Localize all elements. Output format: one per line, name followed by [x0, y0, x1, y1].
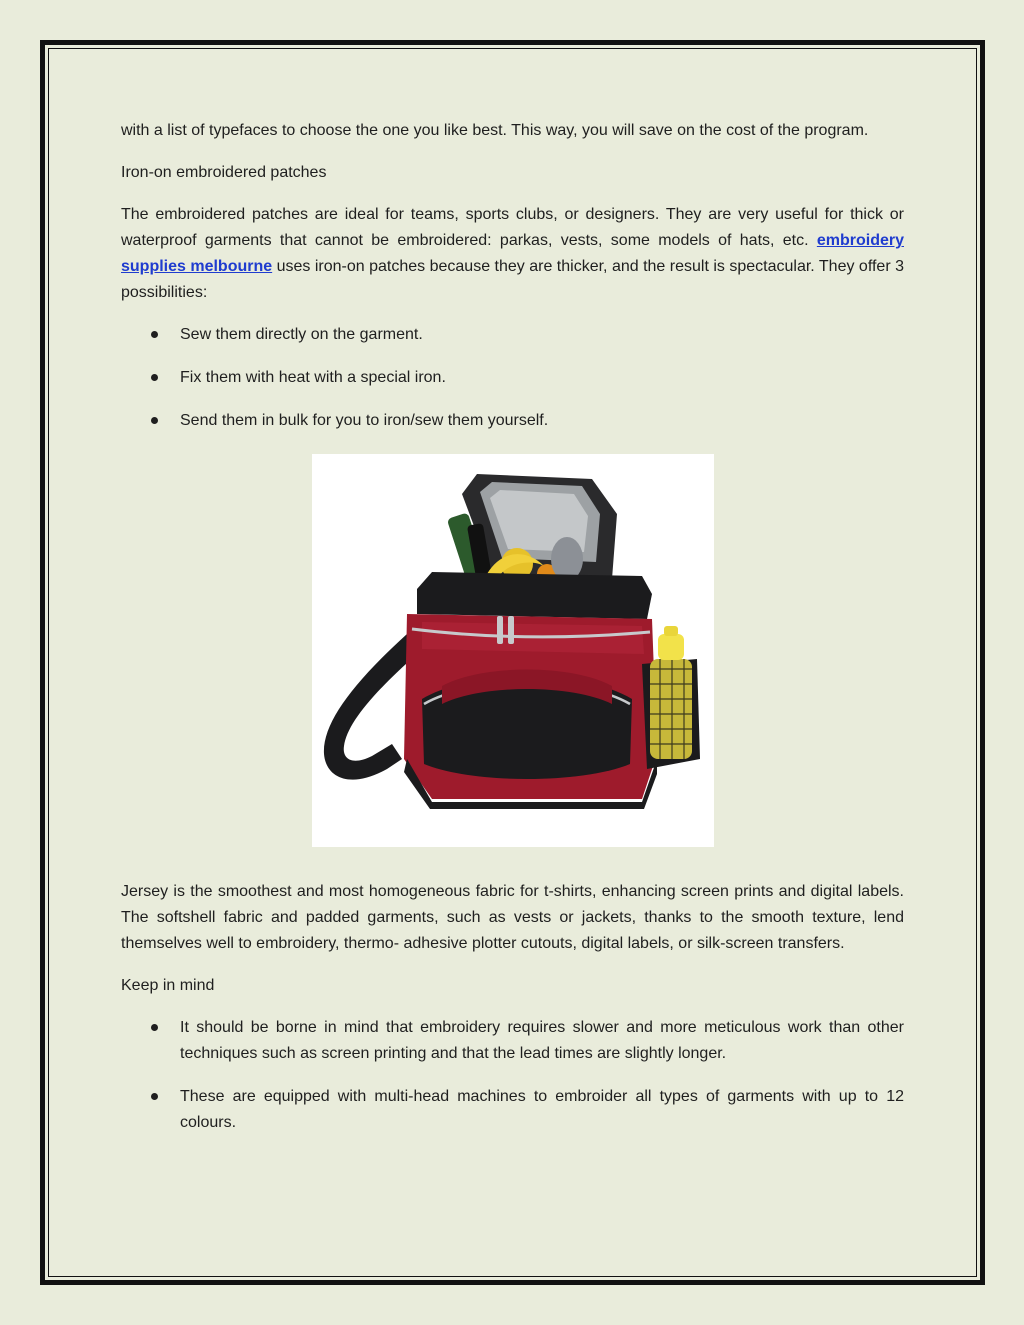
list-item-text: Sew them directly on the garment.: [180, 326, 423, 343]
bullet-icon: [151, 374, 158, 381]
paragraph-jersey: Jersey is the smoothest and most homogeneous fabric for t-shirts, enhancing screen prints and digital labels. The softshell fabric and padded garments, such as vests or jackets, thanks to the smooth texture, lend themselves well to embroidery, thermo- adhesive plotter cutouts, digital labels, or silk-screen transfers.: [121, 883, 904, 952]
list-item-text: Fix them with heat with a special iron.: [180, 369, 446, 386]
list-item: [121, 322, 904, 348]
list-item-text: Send them in bulk for you to iron/sew them yourself.: [180, 412, 549, 429]
list-item: [121, 408, 904, 434]
paragraph-patches-text: The embroidered patches are ideal for teams, sports clubs, or designers. They are very useful for thick or waterproof garments that cannot be embroidered: parkas, vests, some models of hats, etc.: [121, 206, 904, 249]
list-item-text: It should be borne in mind that embroidery requires slower and more meticulous work than other techniques such as screen printing and that the lead times are slightly longer.: [180, 1019, 904, 1062]
document-body: [121, 118, 904, 1153]
list-item: [121, 1084, 904, 1136]
bullet-icon: [151, 417, 158, 424]
heading-iron-on-patches: Iron-on embroidered patches: [121, 164, 327, 181]
paragraph-intro: with a list of typefaces to choose the one you like best. This way, you will save on the cost of the program.: [121, 122, 869, 139]
keep-in-mind-list: [121, 1015, 904, 1136]
heading-keep-in-mind: Keep in mind: [121, 977, 215, 994]
embroidery-supplies-link[interactable]: embroidery supplies melbourne: [121, 232, 904, 275]
list-item: [121, 365, 904, 391]
cooler-bag-illustration: [312, 454, 714, 847]
bullet-icon: [151, 1093, 158, 1100]
list-item: [121, 1015, 904, 1067]
bullet-icon: [151, 1024, 158, 1031]
bullet-icon: [151, 331, 158, 338]
paragraph-patches: [121, 202, 904, 306]
patch-options-list: [121, 322, 904, 434]
cooler-bag-image: [312, 454, 714, 847]
paragraph-patches-text-continued: uses iron-on patches because they are thicker, and the result is spectacular. They offer 3 possibilities:: [121, 258, 905, 301]
list-item-text: These are equipped with multi-head machines to embroider all types of garments with up to 12 colours.: [180, 1088, 904, 1131]
